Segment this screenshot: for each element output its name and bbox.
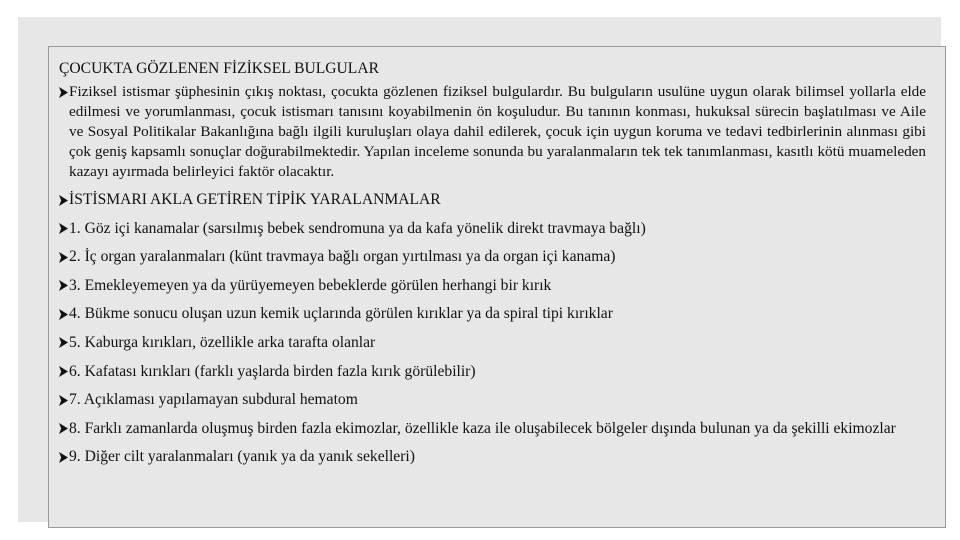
content-body [59, 59, 926, 467]
arrowhead-bullet-icon [59, 362, 68, 382]
list-item-text: 1. Göz içi kanamalar (sarsılmış bebek sendromuna ya da kafa yönelik direkt travmaya bağlı) [69, 219, 646, 237]
arrowhead-bullet-icon [59, 247, 68, 267]
subheading-item [59, 190, 926, 210]
intro-text: Fiziksel istismar şüphesinin çıkış noktası, çocukta gözlenen fiziksel bulgulardır. Bu bulguların usulüne uygun olarak bilimsel yollarla elde edilmesi ve yorumlanması, çocuk istismarı tanısını koyabilmenin ön koşuludur. Bu tanının konması, hukuksal sürecin başlatılması ve Aile ve Sosyal Politikalar Bakanlığına bağlı ilgili kuruluşları olaya dahil edilerek, çocuk için uygun koruma ve tedavi tedbirlerinin alınması gibi çok geniş kapsamlı sonuçlar doğurabilmektedir. Yapılan inceleme sonunda bu yaralanmaların tek tek tanımlanması, kasıtlı kötü muameleden kazayı ayırmada belirleyici faktör olacaktır. [69, 83, 926, 180]
list-item-text: 5. Kaburga kırıkları, özellikle arka tarafta olanlar [69, 333, 376, 351]
list-item [59, 447, 926, 467]
list-item [59, 219, 926, 239]
list-item-text: 3. Emekleyemeyen ya da yürüyemeyen bebeklerde görülen herhangi bir kırık [69, 276, 552, 294]
section-subheading: İSTİSMARI AKLA GETİREN TİPİK YARALANMALAR [69, 191, 441, 208]
arrowhead-bullet-icon [59, 390, 68, 410]
arrowhead-bullet-icon [59, 333, 68, 353]
arrowhead-bullet-icon [59, 219, 68, 239]
list-item [59, 390, 926, 410]
arrowhead-bullet-icon [59, 276, 68, 296]
arrowhead-bullet-icon [59, 419, 68, 439]
list-item-text: 4. Bükme sonucu oluşan uzun kemik uçlarında görülen kırıklar ya da spiral tipi kırıklar [69, 305, 613, 323]
intro-paragraph [59, 82, 926, 182]
list-item [59, 247, 926, 267]
list-item-text: 9. Diğer cilt yaralanmaları (yanık ya da yanık sekelleri) [69, 448, 415, 466]
list-item-text: 7. Açıklaması yapılamayan subdural hematom [69, 391, 358, 409]
slide-frame [18, 17, 941, 522]
arrowhead-bullet-icon [59, 190, 68, 210]
page-title: ÇOCUKTA GÖZLENEN FİZİKSEL BULGULAR [59, 60, 379, 77]
list-item [59, 333, 926, 353]
list-item [59, 419, 926, 439]
list-item [59, 276, 926, 296]
arrowhead-bullet-icon [59, 82, 68, 102]
list-item-text: 2. İç organ yaralanmaları (künt travmaya bağlı organ yırtılması ya da organ içi kanama) [69, 248, 616, 266]
list-item-text: 6. Kafatası kırıkları (farklı yaşlarda birden fazla kırık görülebilir) [69, 362, 476, 380]
arrowhead-bullet-icon [59, 304, 68, 324]
list-item [59, 362, 926, 382]
list-item-text: 8. Farklı zamanlarda oluşmuş birden fazla ekimozlar, özellikle kaza ile oluşabilecek bölgeler dışında bulunan ya da şekilli ekimozlar [69, 419, 896, 437]
content-panel [48, 46, 946, 528]
list-item [59, 304, 926, 324]
arrowhead-bullet-icon [59, 447, 68, 467]
